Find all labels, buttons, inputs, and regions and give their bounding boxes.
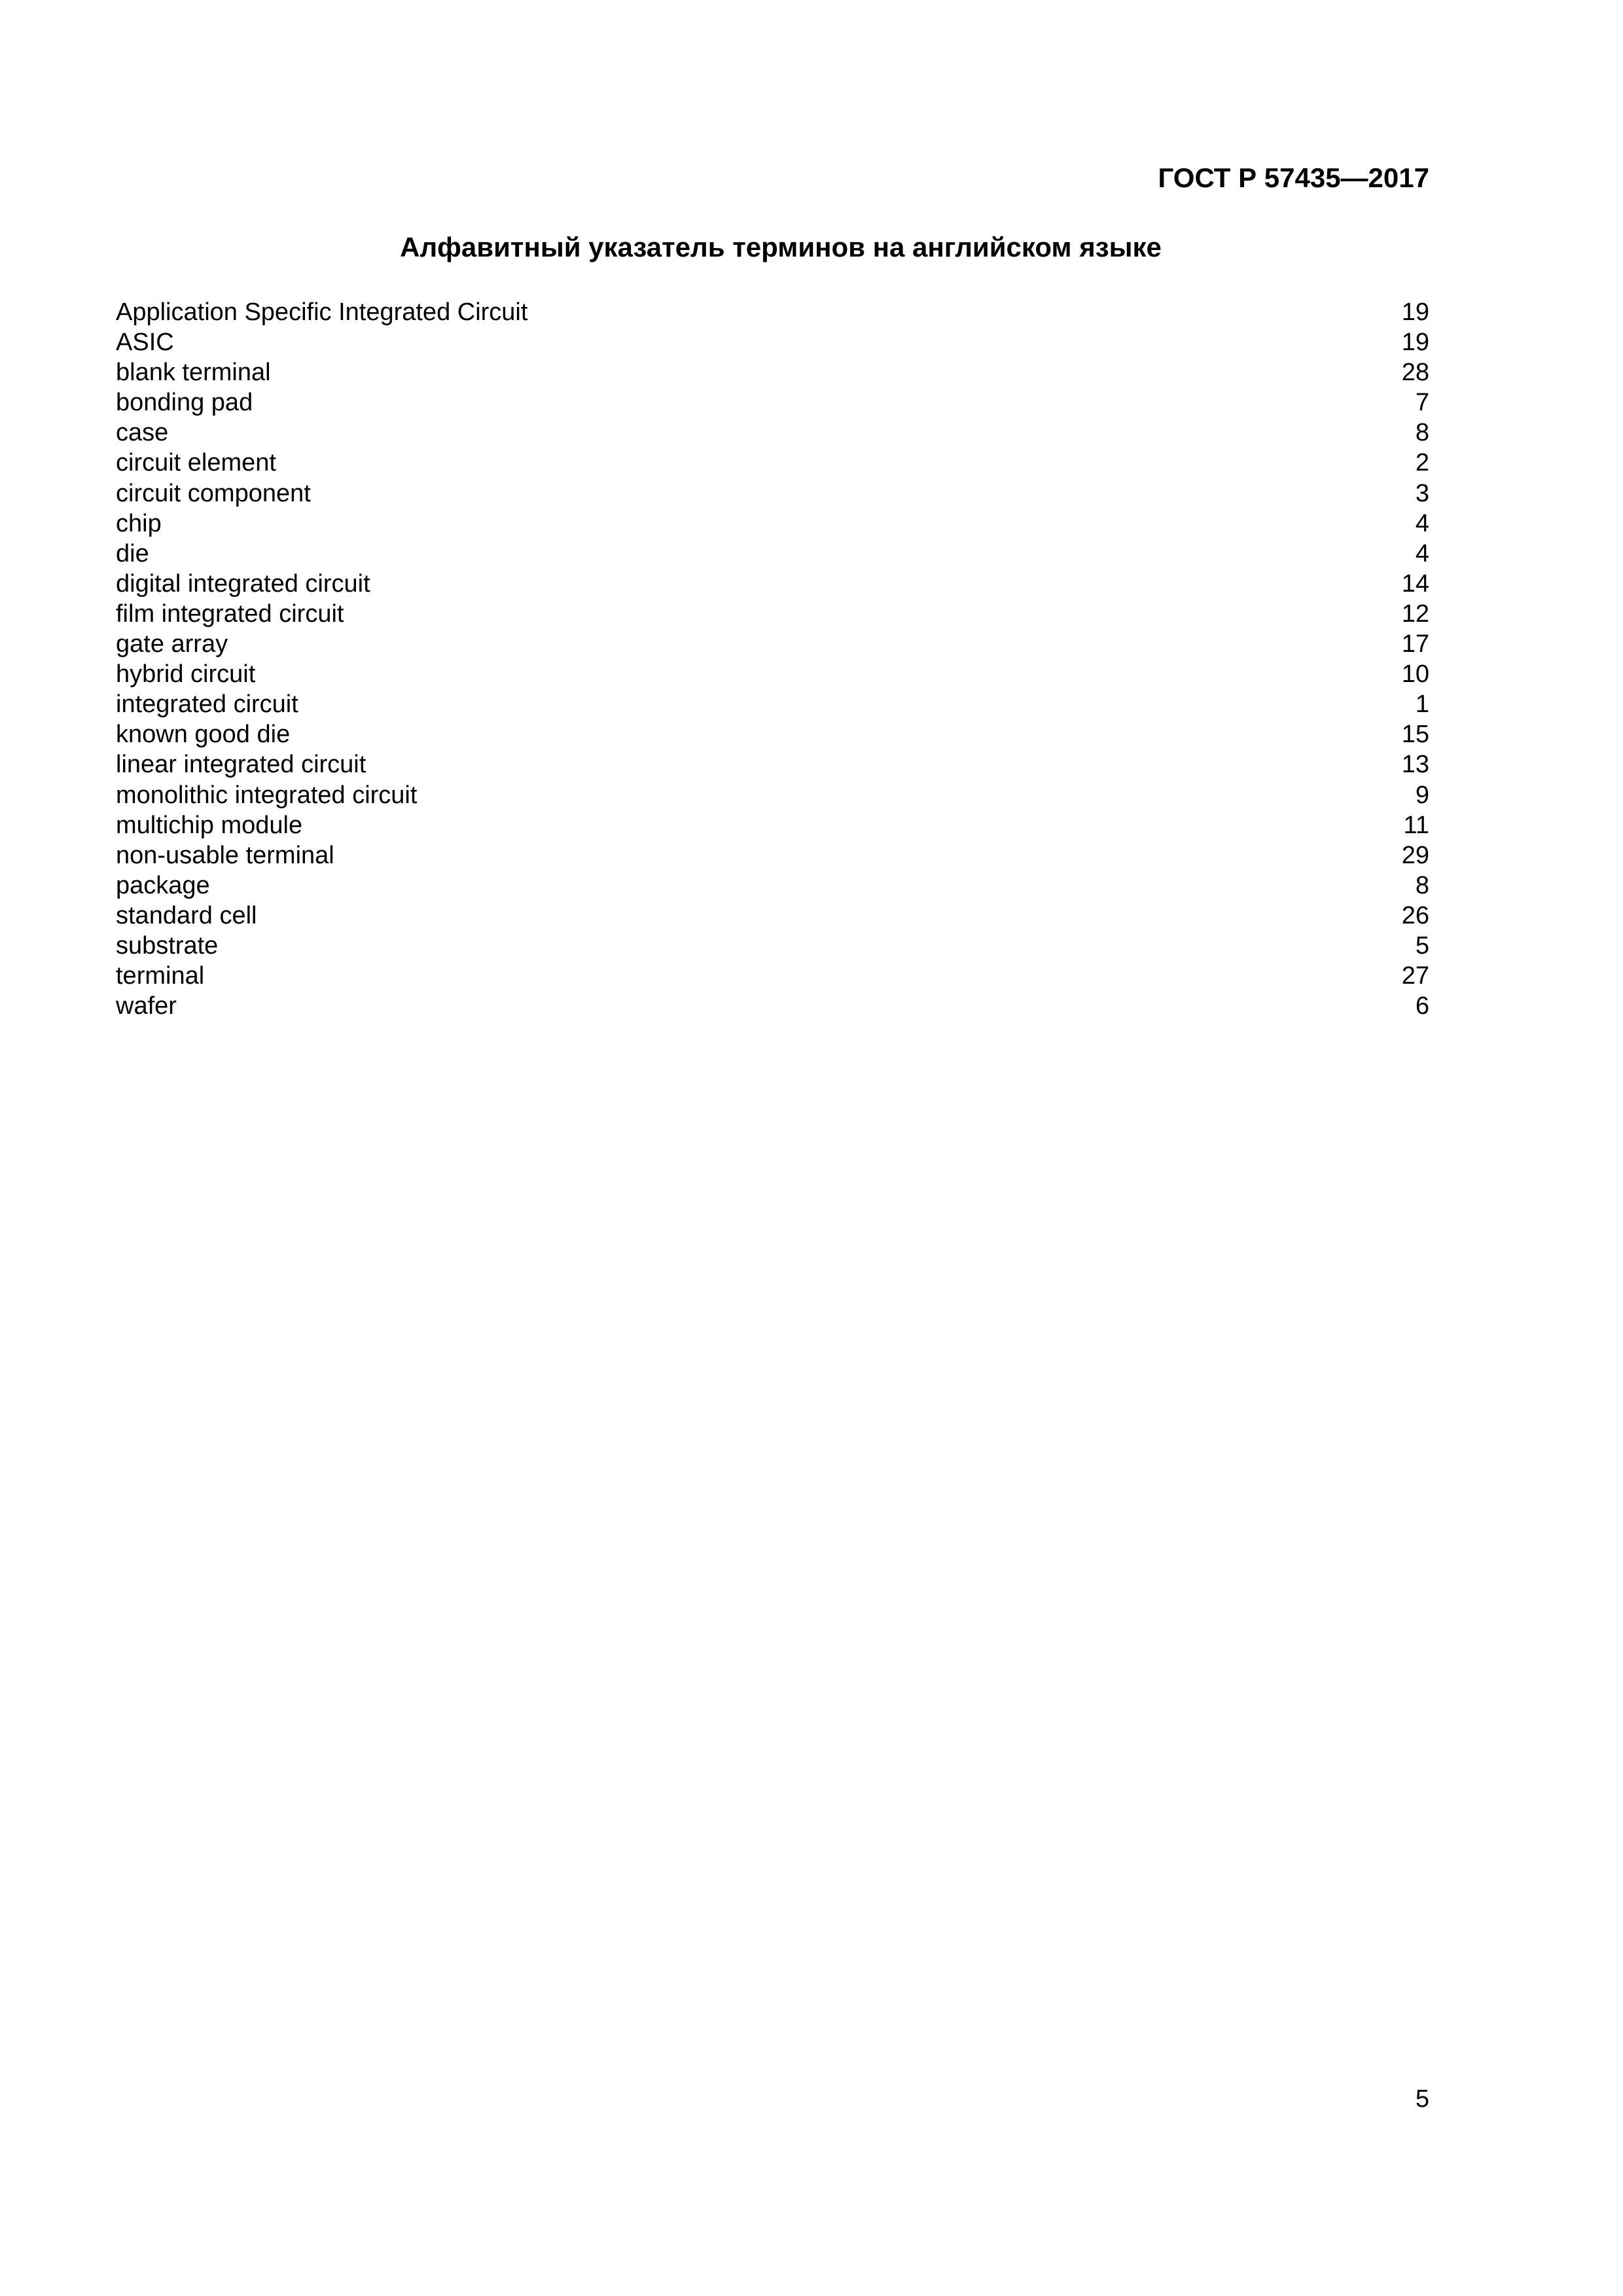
index-entry xyxy=(116,448,1429,478)
index-entry xyxy=(116,387,1429,418)
index-entry xyxy=(116,991,1429,1021)
index-term: non-usable terminal xyxy=(116,841,334,869)
index-term: gate array xyxy=(116,630,228,658)
index-entry xyxy=(116,749,1429,780)
index-term-number: 12 xyxy=(1401,600,1429,628)
index-term: wafer xyxy=(116,992,177,1020)
index-term: die xyxy=(116,539,149,567)
index-term-number: 19 xyxy=(1401,298,1429,326)
index-entry xyxy=(116,689,1429,719)
index-entry xyxy=(116,297,1429,327)
index-term: linear integrated circuit xyxy=(116,751,366,779)
index-term-number: 4 xyxy=(1415,509,1429,537)
index-entry xyxy=(116,870,1429,901)
index-term-number: 4 xyxy=(1415,539,1429,567)
index-term: hybrid circuit xyxy=(116,660,256,689)
index-term-number: 9 xyxy=(1415,781,1429,809)
index-term: Application Specific Integrated Circuit xyxy=(116,298,528,326)
index-term-number: 14 xyxy=(1401,569,1429,598)
index-term-number: 7 xyxy=(1415,389,1429,417)
index-term-number: 10 xyxy=(1401,660,1429,689)
index-term: known good die xyxy=(116,721,291,749)
index-entry xyxy=(116,810,1429,840)
index-term-number: 8 xyxy=(1415,419,1429,447)
index-entry xyxy=(116,780,1429,810)
index-term: blank terminal xyxy=(116,359,271,387)
index-term-number: 8 xyxy=(1415,871,1429,899)
index-entry xyxy=(116,659,1429,689)
index-term: integrated circuit xyxy=(116,691,298,719)
index-term-number: 6 xyxy=(1415,992,1429,1020)
index-term: chip xyxy=(116,509,162,537)
index-entry xyxy=(116,599,1429,629)
index-entry xyxy=(116,569,1429,599)
index-term: substrate xyxy=(116,931,219,960)
index-term-number: 3 xyxy=(1415,479,1429,507)
index-entry xyxy=(116,629,1429,659)
index-term-number: 13 xyxy=(1401,751,1429,779)
index-term: multichip module xyxy=(116,811,303,839)
index-term-number: 11 xyxy=(1403,811,1429,839)
index-entry xyxy=(116,931,1429,961)
index-entry xyxy=(116,357,1429,387)
index-entry xyxy=(116,901,1429,931)
index-term-number: 27 xyxy=(1401,962,1429,990)
index-term-number: 26 xyxy=(1401,901,1429,929)
index-entry xyxy=(116,961,1429,991)
index-term-number: 28 xyxy=(1401,359,1429,387)
index-entry xyxy=(116,509,1429,539)
index-term-number: 29 xyxy=(1401,841,1429,869)
index-term: circuit element xyxy=(116,449,276,477)
index-term: circuit component xyxy=(116,479,311,507)
index-term: package xyxy=(116,871,210,899)
index-entry xyxy=(116,840,1429,870)
index-term-number: 15 xyxy=(1401,721,1429,749)
index-term: digital integrated circuit xyxy=(116,569,370,598)
index-term: standard cell xyxy=(116,901,257,929)
index-term: monolithic integrated circuit xyxy=(116,781,418,809)
index-entry xyxy=(116,719,1429,749)
index-entry xyxy=(116,327,1429,357)
index-term-number: 5 xyxy=(1415,931,1429,960)
index-term-number: 1 xyxy=(1415,691,1429,719)
term-index-list xyxy=(116,297,1429,1021)
index-term-number: 17 xyxy=(1401,630,1429,658)
index-entry xyxy=(116,478,1429,509)
index-term: ASIC xyxy=(116,329,174,357)
index-entry xyxy=(116,539,1429,569)
index-term: case xyxy=(116,419,169,447)
index-term-number: 2 xyxy=(1415,449,1429,477)
page-title: Алфавитный указатель терминов на английском языке xyxy=(400,232,1162,262)
standard-number: ГОСТ Р 57435—2017 xyxy=(1158,162,1429,193)
index-term: terminal xyxy=(116,962,205,990)
page-number: 5 xyxy=(1415,2085,1429,2113)
index-entry xyxy=(116,418,1429,448)
index-term: film integrated circuit xyxy=(116,600,344,628)
index-term-number: 19 xyxy=(1401,329,1429,357)
index-term: bonding pad xyxy=(116,389,253,417)
